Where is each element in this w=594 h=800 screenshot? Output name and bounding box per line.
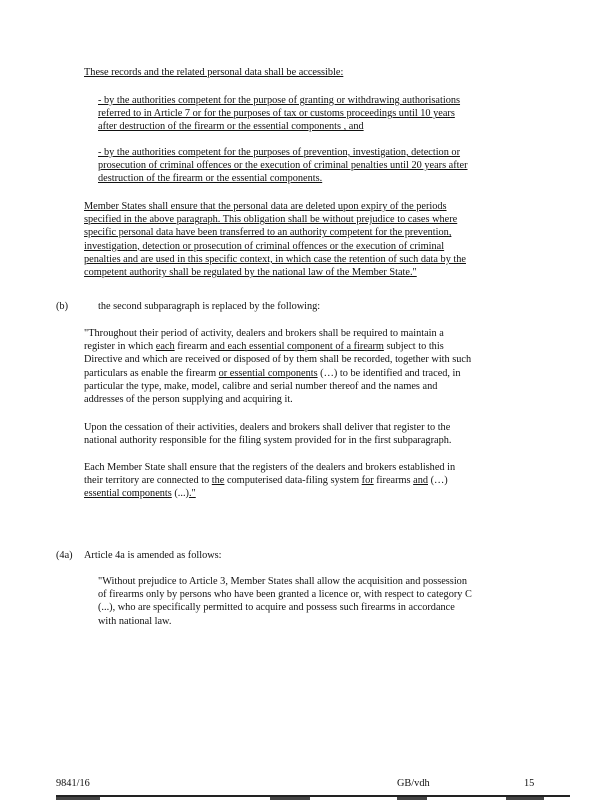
item-label-4a: (4a): [56, 550, 73, 561]
text-segment: firearm: [174, 341, 211, 353]
document-number: 9841/16: [56, 778, 90, 789]
text-line: investigation, detection or prosecution of criminal offences or the execution of criminal: [84, 240, 445, 252]
text-line: prosecution of criminal offences or the execution of criminal penalties until 20 years after: [98, 160, 468, 172]
text-line: of firearms only by persons who have been granted a licence or, with respect to category C: [98, 589, 472, 601]
amended-text: .": [188, 488, 196, 500]
text-line: "Throughout their period of activity, dealers and brokers shall be required to maintain a: [84, 328, 444, 339]
amended-text: for: [361, 475, 374, 487]
text-line: specified in the above paragraph. This obligation shall be without prejudice to cases where: [84, 214, 458, 226]
text-line: addresses of the person supplying and acquiring it.: [84, 394, 293, 406]
text-line: Member States shall ensure that the personal data are deleted upon expiry of the periods: [84, 201, 447, 212]
author-initials: GB/vdh: [397, 778, 430, 789]
text-segment: (…) to be identified and traced, in: [317, 367, 461, 379]
item-4a-intro: Article 4a is amended as follows:: [84, 550, 222, 561]
amended-text: each: [155, 341, 175, 353]
text-line: - by the authorities competent for the purposes of prevention, investigation, detection or: [98, 147, 461, 158]
item-label-b: (b): [56, 301, 69, 312]
text-line: competent authority shall be regulated by the national law of the Member State.": [84, 267, 417, 279]
text-segment: particulars as enable the firearm: [84, 367, 219, 379]
text-segment: their territory are connected to: [84, 475, 212, 487]
text-line: These records and the related personal data shall be accessible:: [84, 67, 344, 78]
footer-divider: [56, 795, 570, 797]
amended-text: and each essential component of a firearm: [210, 341, 384, 353]
text-line: penalties and are used in this specific context, in which case the retention of such data by the: [84, 253, 467, 265]
text-line: "Without prejudice to Article 3, Member States shall allow the acquisition and possession: [98, 576, 467, 587]
amended-text: or essential components: [218, 367, 318, 379]
text-line: Directive and which are received or disposed of by them shall be recorded, together with such: [84, 354, 472, 366]
amended-text: essential components: [84, 488, 172, 500]
text-line: Each Member State shall ensure that the registers of the dealers and brokers established in: [84, 462, 456, 473]
text-segment: (…): [428, 475, 448, 487]
text-segment: subject to this: [383, 341, 444, 353]
text-line: - by the authorities competent for the purpose of granting or withdrawing authorisations: [98, 95, 461, 106]
text-line: Upon the cessation of their activities, dealers and brokers shall deliver that register to the: [84, 422, 451, 433]
text-line: specific personal data have been transferred to an authority competent for the prevention,: [84, 227, 452, 239]
text-line: national authority responsible for the filing system provided for in the first subparagraph.: [84, 435, 452, 447]
text-segment: computerised data-filing system: [224, 475, 362, 487]
text-line: with national law.: [98, 615, 172, 627]
amended-text: and: [413, 475, 428, 487]
text-line: referred to in Article 7 or for the purposes of tax or customs proceedings until 10 years: [98, 108, 455, 120]
text-segment: register in which: [84, 341, 156, 353]
text-line: destruction of the firearm or the essential components.: [98, 173, 323, 185]
text-segment: firearms: [373, 475, 414, 487]
text-line: particular the type, make, model, calibre and serial number thereof and the names and: [84, 380, 438, 392]
text-line: (...), who are specifically permitted to acquire and possess such firearms in accordance: [98, 602, 455, 614]
text-segment: (...): [171, 488, 189, 500]
item-b-intro: the second subparagraph is replaced by the following:: [98, 301, 321, 312]
text-line: after destruction of the firearm or the essential components , and: [98, 121, 364, 133]
page-number: 15: [524, 778, 535, 789]
amended-text: the: [211, 475, 225, 487]
